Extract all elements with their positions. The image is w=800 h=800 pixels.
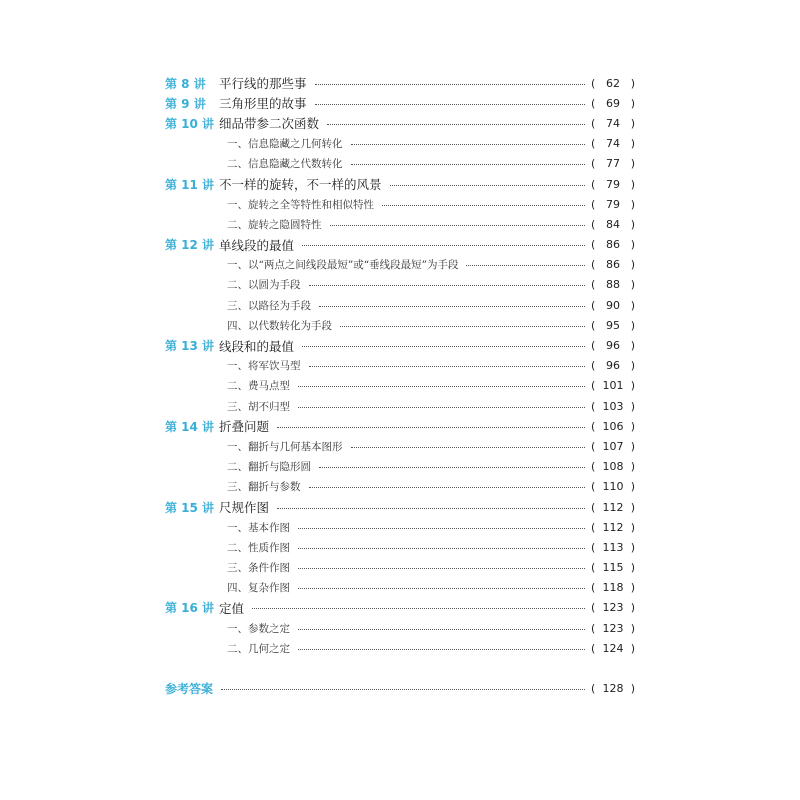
dot-leader xyxy=(327,124,585,125)
page-number: 74 xyxy=(606,137,620,151)
toc-lecture-entry[interactable] xyxy=(165,235,635,255)
page-number: 124 xyxy=(602,641,624,655)
dot-leader xyxy=(298,649,585,650)
bracket-close: ) xyxy=(630,581,635,595)
lecture-title: 不一样的旋转，不一样的风景 xyxy=(219,177,382,193)
dot-leader xyxy=(340,326,585,327)
lecture-number: 第 14 讲 xyxy=(165,419,215,434)
subsection-title: 一、旋转之全等特性和相似特性 xyxy=(227,198,374,211)
page-number: 96 xyxy=(606,339,620,353)
toc-subsection-entry[interactable] xyxy=(165,537,635,557)
page-ref xyxy=(591,541,635,554)
bracket-open: ( xyxy=(591,298,596,312)
bracket-open: ( xyxy=(591,318,596,332)
toc-entries xyxy=(165,73,635,658)
page-ref xyxy=(591,420,635,433)
bracket-close: ) xyxy=(630,601,635,615)
subsection-title: 三、条件作图 xyxy=(227,562,290,575)
dot-leader xyxy=(302,245,585,246)
bracket-close: ) xyxy=(630,641,635,655)
toc-subsection-entry[interactable] xyxy=(165,477,635,497)
page-number: 106 xyxy=(602,419,624,433)
bracket-close: ) xyxy=(630,318,635,332)
subsection-title: 二、性质作图 xyxy=(227,541,290,554)
page-number: 62 xyxy=(606,76,620,90)
page-ref xyxy=(591,682,635,695)
toc-subsection-entry[interactable] xyxy=(165,214,635,234)
bracket-open: ( xyxy=(591,116,596,130)
page-ref xyxy=(591,359,635,372)
lecture-number: 第 12 讲 xyxy=(165,238,215,253)
dot-leader xyxy=(298,528,585,529)
dot-leader xyxy=(315,104,585,105)
dot-leader xyxy=(382,205,585,206)
subsection-title: 二、翻折与隐形圆 xyxy=(227,461,311,474)
subsection-title: 三、以路径为手段 xyxy=(227,299,311,312)
bracket-open: ( xyxy=(591,379,596,393)
bracket-close: ) xyxy=(630,238,635,252)
lecture-number: 第 11 讲 xyxy=(165,177,215,192)
bracket-open: ( xyxy=(591,359,596,373)
lecture-number: 第 8 讲 xyxy=(165,76,206,91)
bracket-close: ) xyxy=(630,621,635,635)
subsection-title: 二、以圆为手段 xyxy=(227,279,301,292)
toc-subsection-entry[interactable] xyxy=(165,315,635,335)
lecture-title: 折叠问题 xyxy=(219,419,270,435)
dot-leader xyxy=(302,346,585,347)
subsection-title: 一、信息隐藏之几何转化 xyxy=(227,138,343,151)
bracket-close: ) xyxy=(630,96,635,110)
dot-leader xyxy=(351,447,586,448)
dot-leader xyxy=(309,366,586,367)
toc-subsection-entry[interactable] xyxy=(165,255,635,275)
toc-subsection-entry[interactable] xyxy=(165,436,635,456)
page-ref xyxy=(591,521,635,534)
table-of-contents xyxy=(165,73,635,699)
toc-subsection-entry[interactable] xyxy=(165,194,635,214)
lecture-title: 三角形里的故事 xyxy=(219,96,307,112)
dot-leader xyxy=(298,548,585,549)
bracket-open: ( xyxy=(591,177,596,191)
bracket-close: ) xyxy=(630,399,635,413)
dot-leader xyxy=(315,84,585,85)
dot-leader xyxy=(309,285,586,286)
dot-leader xyxy=(351,164,586,165)
lecture-number: 第 13 讲 xyxy=(165,339,215,354)
page-number: 123 xyxy=(602,621,624,635)
toc-subsection-entry[interactable] xyxy=(165,154,635,174)
bracket-open: ( xyxy=(591,76,596,90)
subsection-title: 三、翻折与参数 xyxy=(227,481,301,494)
toc-lecture-entry[interactable] xyxy=(165,174,635,194)
page-number: 79 xyxy=(606,177,620,191)
bracket-close: ) xyxy=(630,116,635,130)
bracket-open: ( xyxy=(591,480,596,494)
bracket-close: ) xyxy=(630,379,635,393)
page-number: 101 xyxy=(602,379,624,393)
page-number: 77 xyxy=(606,157,620,171)
subsection-title: 一、翻折与几何基本图形 xyxy=(227,440,343,453)
page-ref xyxy=(591,258,635,271)
page-number: 123 xyxy=(602,601,624,615)
subsection-title: 一、基本作图 xyxy=(227,521,290,534)
bracket-close: ) xyxy=(630,278,635,292)
bracket-open: ( xyxy=(591,137,596,151)
page-number: 118 xyxy=(602,581,624,595)
bracket-open: ( xyxy=(591,500,596,514)
page-number: 113 xyxy=(602,540,624,554)
page-ref xyxy=(591,157,635,170)
page-number: 86 xyxy=(606,258,620,272)
page-ref xyxy=(591,460,635,473)
bracket-close: ) xyxy=(630,419,635,433)
dot-leader xyxy=(390,185,585,186)
subsection-title: 一、参数之定 xyxy=(227,622,290,635)
dot-leader xyxy=(319,467,585,468)
page-ref xyxy=(591,77,635,90)
toc-lecture-entry[interactable] xyxy=(165,598,635,618)
page-ref xyxy=(591,218,635,231)
toc-subsection-entry[interactable] xyxy=(165,638,635,658)
page-ref xyxy=(591,581,635,594)
page-ref xyxy=(591,561,635,574)
bracket-open: ( xyxy=(591,601,596,615)
bracket-open: ( xyxy=(591,399,596,413)
page-ref xyxy=(591,601,635,614)
toc-answers-title: 参考答案 xyxy=(165,682,214,697)
bracket-open: ( xyxy=(591,439,596,453)
toc-subsection-entry[interactable] xyxy=(165,275,635,295)
bracket-close: ) xyxy=(630,520,635,534)
dot-leader xyxy=(298,588,585,589)
page-ref xyxy=(591,400,635,413)
bracket-close: ) xyxy=(630,339,635,353)
bracket-close: ) xyxy=(630,197,635,211)
toc-subsection-entry[interactable] xyxy=(165,457,635,477)
dot-leader xyxy=(298,629,585,630)
lecture-number: 第 15 讲 xyxy=(165,500,215,515)
dot-leader xyxy=(252,608,585,609)
bracket-close: ) xyxy=(630,561,635,575)
bracket-close: ) xyxy=(630,258,635,272)
page-ref xyxy=(591,440,635,453)
page-ref xyxy=(591,642,635,655)
bracket-open: ( xyxy=(591,197,596,211)
dot-leader xyxy=(298,568,585,569)
toc-subsection-entry[interactable] xyxy=(165,517,635,537)
page-number: 108 xyxy=(602,460,624,474)
dot-leader xyxy=(330,225,586,226)
lecture-title: 平行线的那些事 xyxy=(219,76,307,92)
page-number: 86 xyxy=(606,238,620,252)
toc-lecture-entry[interactable] xyxy=(165,73,635,93)
toc-subsection-entry[interactable] xyxy=(165,396,635,416)
bracket-open: ( xyxy=(591,520,596,534)
page-ref xyxy=(591,117,635,130)
page-ref xyxy=(591,137,635,150)
page-number: 95 xyxy=(606,318,620,332)
toc-lecture-entry[interactable] xyxy=(165,113,635,133)
dot-leader xyxy=(221,689,585,690)
page-number: 103 xyxy=(602,399,624,413)
subsection-title: 三、胡不归型 xyxy=(227,400,290,413)
lecture-title: 细品带参二次函数 xyxy=(219,116,320,132)
subsection-title: 一、以“两点之间线段最短”或“垂线段最短”为手段 xyxy=(227,259,459,272)
bracket-open: ( xyxy=(591,217,596,231)
dot-leader xyxy=(277,427,585,428)
page-number: 79 xyxy=(606,197,620,211)
bracket-close: ) xyxy=(630,480,635,494)
lecture-title: 定值 xyxy=(219,600,245,616)
page-ref xyxy=(591,97,635,110)
page-ref xyxy=(591,622,635,635)
bracket-open: ( xyxy=(591,96,596,110)
dot-leader xyxy=(298,386,585,387)
page-number: 96 xyxy=(606,359,620,373)
bracket-close: ) xyxy=(630,460,635,474)
bracket-open: ( xyxy=(591,157,596,171)
bracket-open: ( xyxy=(591,278,596,292)
lecture-title: 单线段的最值 xyxy=(219,237,295,253)
page-number: 88 xyxy=(606,278,620,292)
toc-subsection-entry[interactable] xyxy=(165,134,635,154)
page-number: 112 xyxy=(602,500,624,514)
page-ref xyxy=(591,379,635,392)
bracket-close: ) xyxy=(630,540,635,554)
lecture-title: 尺规作图 xyxy=(219,500,270,516)
subsection-title: 二、费马点型 xyxy=(227,380,290,393)
toc-lecture-entry[interactable] xyxy=(165,335,635,355)
page-ref xyxy=(591,319,635,332)
bracket-open: ( xyxy=(591,339,596,353)
bracket-close: ) xyxy=(630,76,635,90)
page-number: 112 xyxy=(602,520,624,534)
dot-leader xyxy=(351,144,586,145)
toc-lecture-entry[interactable] xyxy=(165,497,635,517)
bracket-open: ( xyxy=(591,540,596,554)
toc-subsection-entry[interactable] xyxy=(165,376,635,396)
bracket-open: ( xyxy=(591,581,596,595)
bracket-close: ) xyxy=(630,500,635,514)
dot-leader xyxy=(319,306,585,307)
bracket-close: ) xyxy=(630,439,635,453)
page-ref xyxy=(591,480,635,493)
subsection-title: 四、复杂作图 xyxy=(227,582,290,595)
page-ref xyxy=(591,299,635,312)
subsection-title: 四、以代数转化为手段 xyxy=(227,319,332,332)
bracket-open: ( xyxy=(591,460,596,474)
page-number: 84 xyxy=(606,217,620,231)
page-ref xyxy=(591,178,635,191)
toc-subsection-entry[interactable] xyxy=(165,356,635,376)
bracket-close: ) xyxy=(630,682,635,696)
page-number: 74 xyxy=(606,116,620,130)
dot-leader xyxy=(466,265,585,266)
page-ref xyxy=(591,501,635,514)
bracket-close: ) xyxy=(630,298,635,312)
bracket-open: ( xyxy=(591,682,596,696)
page-ref xyxy=(591,198,635,211)
bracket-open: ( xyxy=(591,641,596,655)
lecture-title: 线段和的最值 xyxy=(219,338,295,354)
bracket-open: ( xyxy=(591,258,596,272)
dot-leader xyxy=(309,487,586,488)
toc-subsection-entry[interactable] xyxy=(165,578,635,598)
page-number: 69 xyxy=(606,96,620,110)
toc-answers-page: 128 xyxy=(602,682,624,696)
dot-leader xyxy=(298,407,585,408)
bracket-close: ) xyxy=(630,137,635,151)
lecture-number: 第 16 讲 xyxy=(165,601,215,616)
toc-subsection-entry[interactable] xyxy=(165,295,635,315)
bracket-open: ( xyxy=(591,621,596,635)
bracket-open: ( xyxy=(591,561,596,575)
bracket-close: ) xyxy=(630,217,635,231)
subsection-title: 二、几何之定 xyxy=(227,642,290,655)
bracket-close: ) xyxy=(630,359,635,373)
page-number: 107 xyxy=(602,439,624,453)
page-number: 90 xyxy=(606,298,620,312)
page-number: 115 xyxy=(602,561,624,575)
page-ref xyxy=(591,238,635,251)
page-ref xyxy=(591,339,635,352)
lecture-number: 第 9 讲 xyxy=(165,96,206,111)
dot-leader xyxy=(277,508,585,509)
subsection-title: 二、信息隐藏之代数转化 xyxy=(227,158,343,171)
bracket-open: ( xyxy=(591,238,596,252)
page-number: 110 xyxy=(602,480,624,494)
toc-subsection-entry[interactable] xyxy=(165,618,635,638)
page-ref xyxy=(591,278,635,291)
subsection-title: 一、将军饮马型 xyxy=(227,360,301,373)
toc-lecture-entry[interactable] xyxy=(165,416,635,436)
bracket-close: ) xyxy=(630,157,635,171)
lecture-number: 第 10 讲 xyxy=(165,116,215,131)
toc-answers-entry[interactable] xyxy=(165,678,635,698)
bracket-open: ( xyxy=(591,419,596,433)
subsection-title: 二、旋转之隐圆特性 xyxy=(227,218,322,231)
toc-subsection-entry[interactable] xyxy=(165,558,635,578)
toc-lecture-entry[interactable] xyxy=(165,93,635,113)
bracket-close: ) xyxy=(630,177,635,191)
